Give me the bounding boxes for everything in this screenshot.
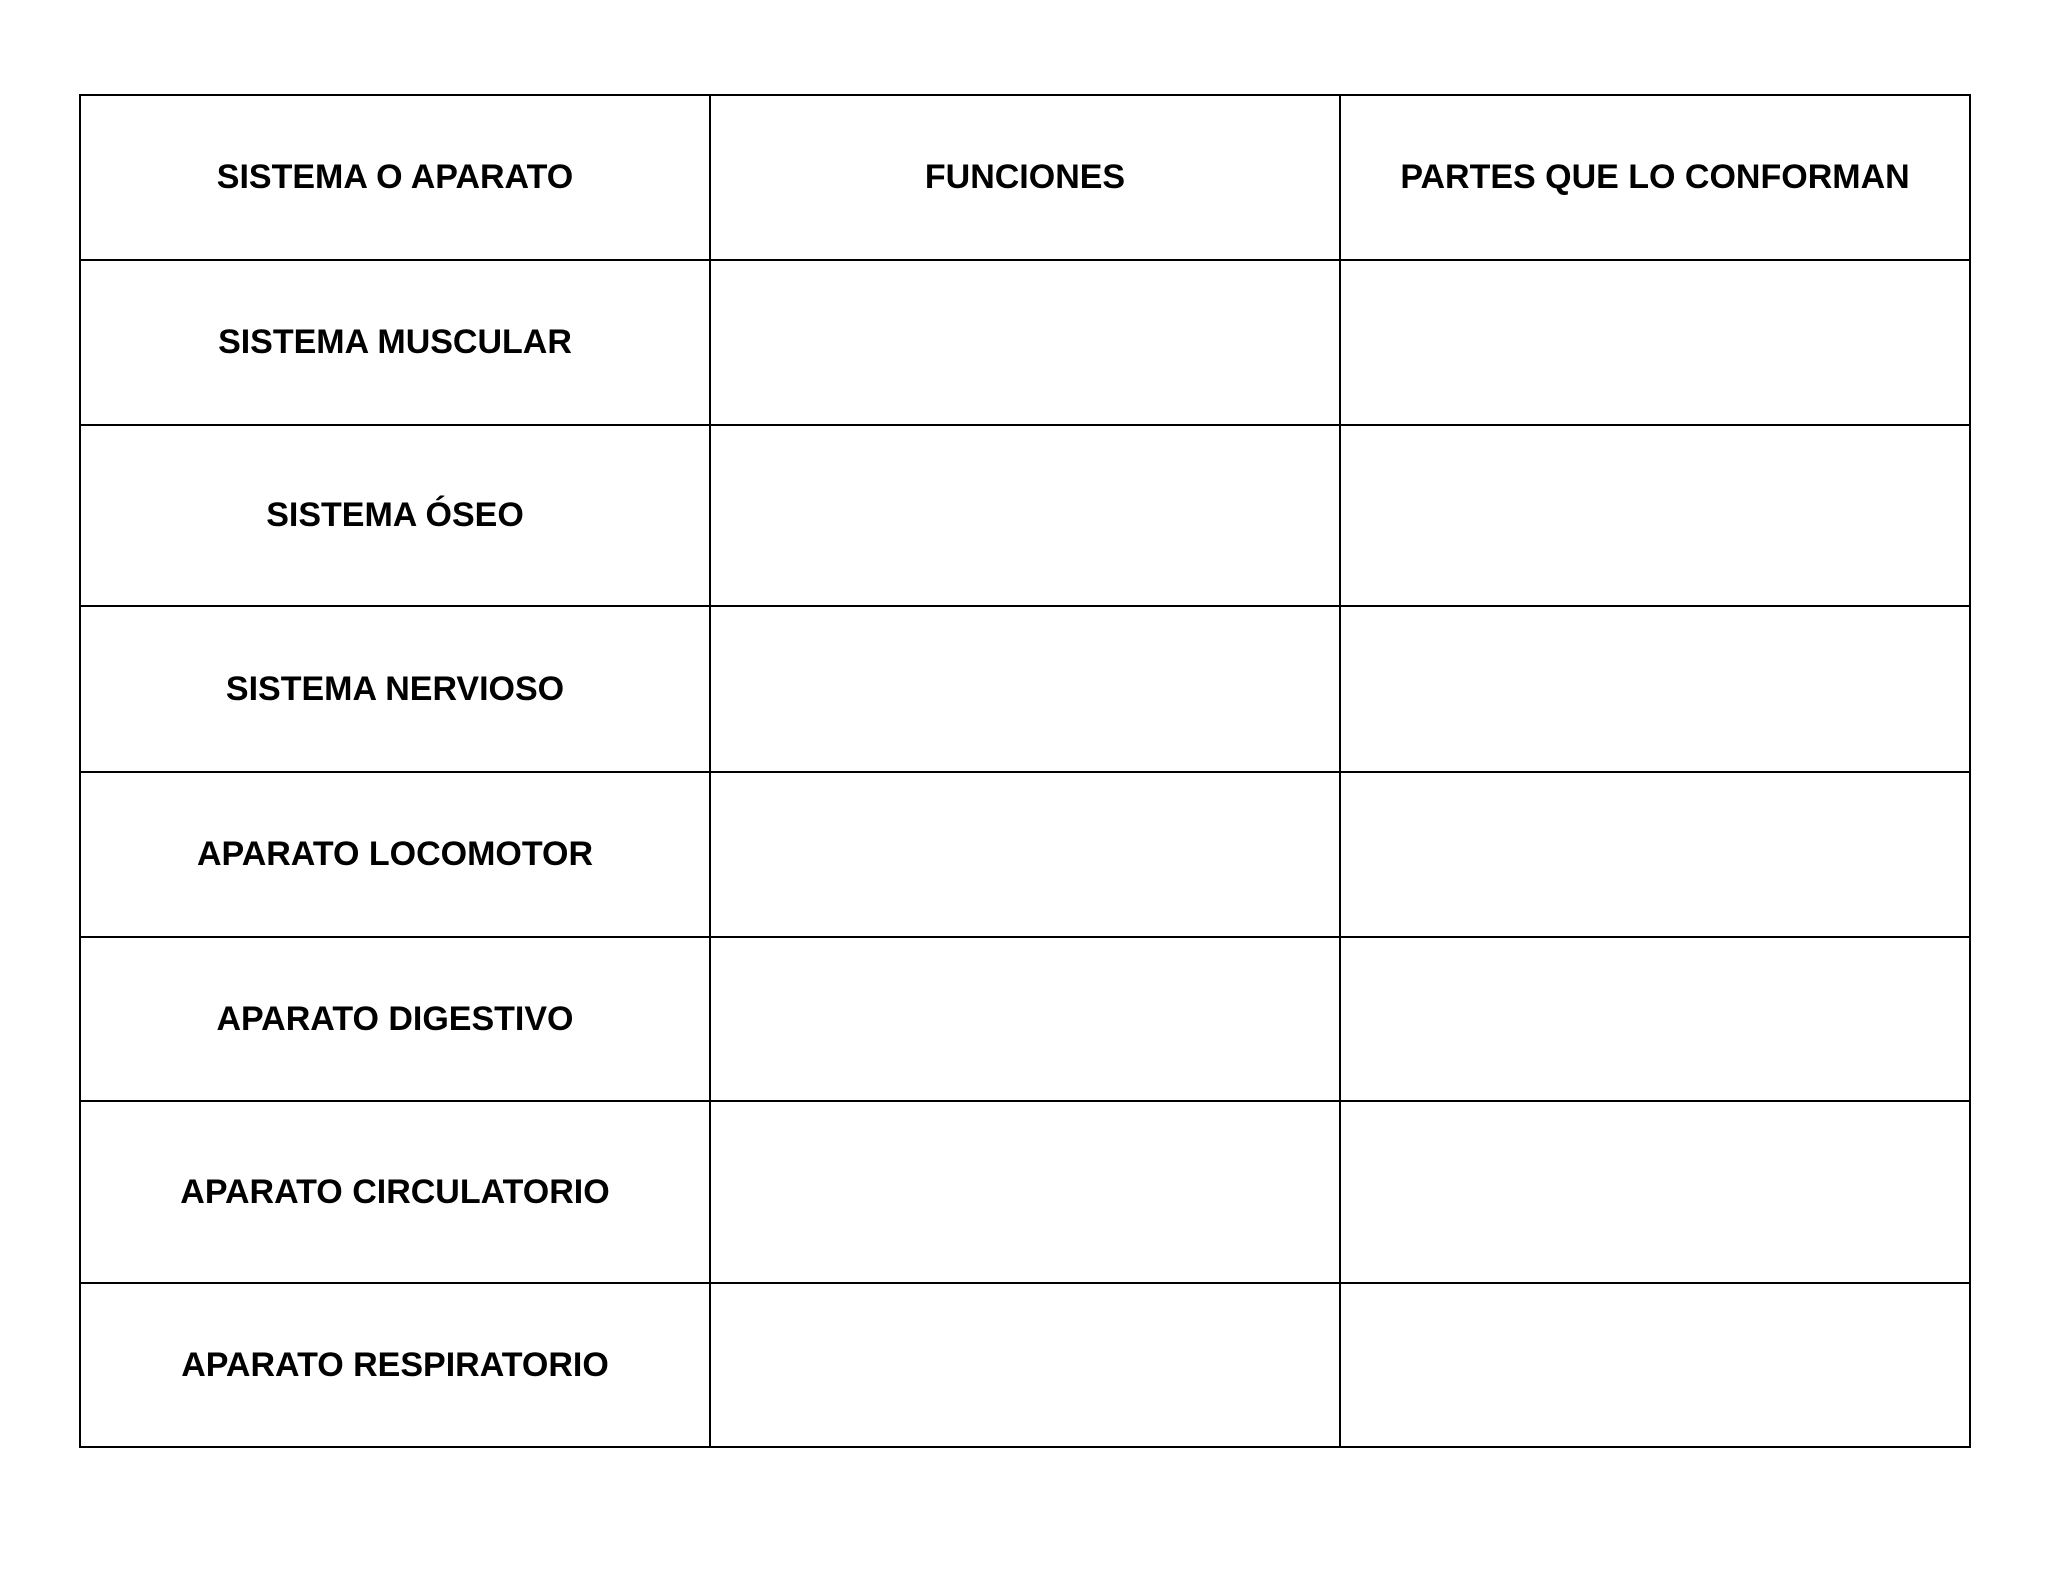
system-name-cell: APARATO CIRCULATORIO — [80, 1101, 710, 1283]
funciones-cell[interactable] — [710, 260, 1340, 425]
funciones-cell[interactable] — [710, 606, 1340, 772]
system-name-cell: SISTEMA NERVIOSO — [80, 606, 710, 772]
funciones-cell[interactable] — [710, 425, 1340, 606]
partes-cell[interactable] — [1340, 772, 1970, 937]
system-name-cell: SISTEMA ÓSEO — [80, 425, 710, 606]
funciones-cell[interactable] — [710, 1283, 1340, 1447]
partes-cell[interactable] — [1340, 1283, 1970, 1447]
header-partes: PARTES QUE LO CONFORMAN — [1340, 95, 1970, 260]
system-name-cell: APARATO DIGESTIVO — [80, 937, 710, 1101]
table-row — [80, 260, 1970, 425]
table-row — [80, 606, 1970, 772]
header-funciones: FUNCIONES — [710, 95, 1340, 260]
system-name-cell: APARATO RESPIRATORIO — [80, 1283, 710, 1447]
system-name-cell: APARATO LOCOMOTOR — [80, 772, 710, 937]
system-name-cell: SISTEMA MUSCULAR — [80, 260, 710, 425]
partes-cell[interactable] — [1340, 606, 1970, 772]
partes-cell[interactable] — [1340, 425, 1970, 606]
funciones-cell[interactable] — [710, 772, 1340, 937]
worksheet-table — [79, 94, 1971, 1448]
table-row — [80, 1283, 1970, 1447]
header-sistema: SISTEMA O APARATO — [80, 95, 710, 260]
table-row — [80, 425, 1970, 606]
table-header-row — [80, 95, 1970, 260]
table-row — [80, 772, 1970, 937]
table-row — [80, 937, 1970, 1101]
partes-cell[interactable] — [1340, 1101, 1970, 1283]
funciones-cell[interactable] — [710, 1101, 1340, 1283]
table-row — [80, 1101, 1970, 1283]
partes-cell[interactable] — [1340, 937, 1970, 1101]
partes-cell[interactable] — [1340, 260, 1970, 425]
funciones-cell[interactable] — [710, 937, 1340, 1101]
